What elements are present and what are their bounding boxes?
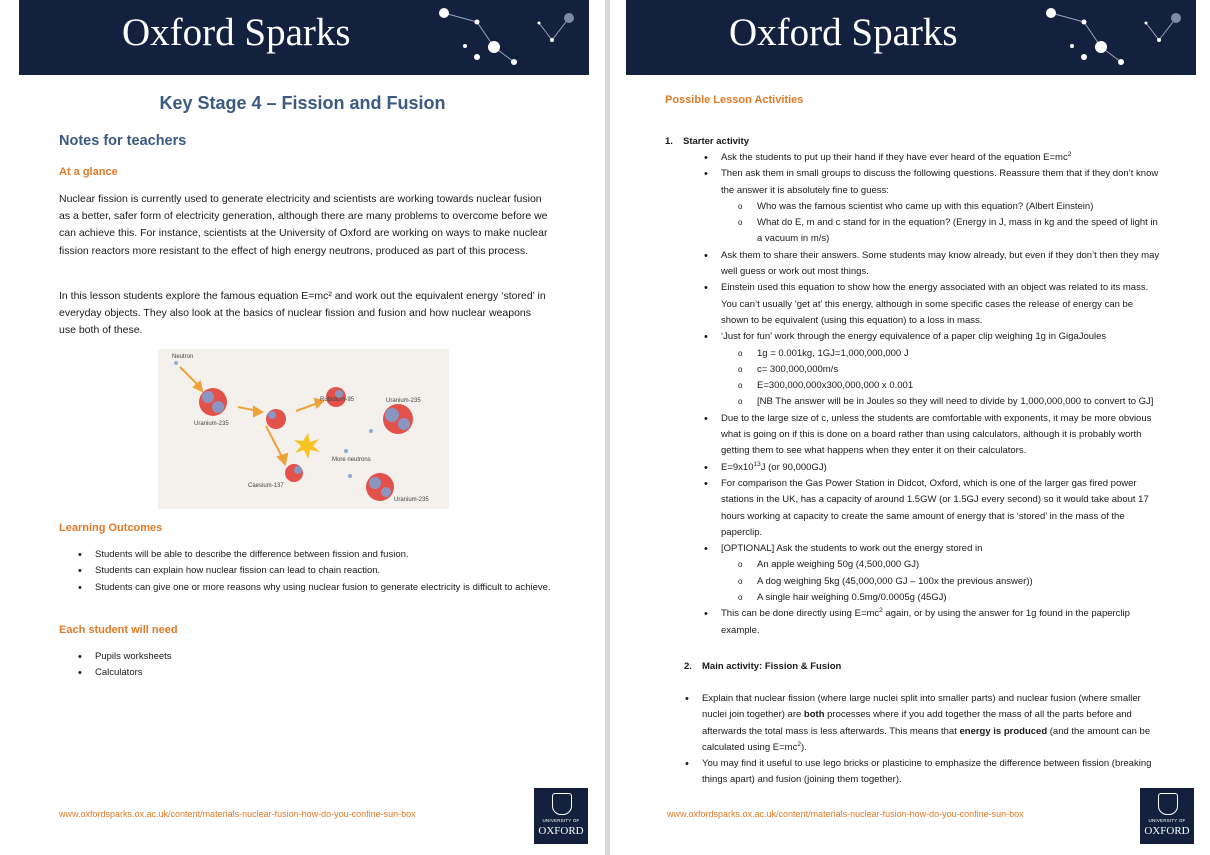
logo-oxford-text: OXFORD <box>538 825 584 837</box>
list-item: • $E=9x10^{13}J$ (or 90,000GJ) <box>721 460 1161 476</box>
list-item: • For comparison the Gas Power Station in Didcot, Oxford, which is one of the larger gas fired power stations in the UK, has a capacity of around 1.5GW (or 1.5GJ every second) so it would take about 17 hours working at capacity to create the same amount of energy that is ‘stored’ in the mass of the paperclip. <box>721 476 1161 541</box>
label-uranium-right: Uranium-235 <box>386 398 421 404</box>
list-item: • Due to the large size of c, unless the students are comfortable with exponents, it may be more obvious what is going on if this is done on a board rather than using calculators, although it is probably worth getting them to see what happens when they enter it on their calculators. <box>721 411 1161 460</box>
emphasis-text: energy is produced <box>959 725 1048 737</box>
sub-list-item: o An apple weighing 50g (4,500,000 GJ) <box>721 557 1161 573</box>
crest-icon <box>1158 793 1178 815</box>
list-item: • You may find it useful to use lego bricks or plasticine to emphasize the difference between fission (breaking things apart) and fusion (joining them together). <box>702 756 1162 789</box>
label-rubidium: Rubidium-95 <box>320 397 355 403</box>
at-a-glance-heading: At a glance <box>59 166 118 178</box>
list-item <box>721 166 1161 247</box>
constellation-icon <box>419 0 589 75</box>
list-item-text: (and the amount can be calculated using $E=mc^2$). <box>702 725 1151 753</box>
main-activity-number: 2. <box>684 661 692 672</box>
fission-diagram <box>158 349 449 509</box>
sub-list-item: o What do E, m and c stand for in the equation? (Energy in J, mass in kg and the speed of light in a vacuum in m/s) <box>721 215 1161 248</box>
fission-diagram-graphic <box>158 349 449 509</box>
sub-list-item: o E=300,000,000x300,000,000 x 0.001 <box>721 378 1161 394</box>
sub-list-item: o Who was the famous scientist who came up with this equation? (Albert Einstein) <box>721 199 1161 215</box>
label-neutron: Neutron <box>172 354 194 360</box>
list-item-text: processes where if you add together the mass of all the parts before and afterwards the total mass is less afterwards. This means that <box>702 709 1132 737</box>
list-item: • Pupils worksheets <box>95 649 395 665</box>
notes-heading: Notes for teachers <box>59 133 187 149</box>
header-banner <box>626 0 1196 75</box>
list-item <box>702 691 1162 756</box>
label-uranium-left: Uranium-235 <box>194 421 229 427</box>
student-need-heading: Each student will need <box>59 624 178 636</box>
footer-link[interactable]: www.oxfordsparks.ox.ac.uk/content/materials-nuclear-fusion-how-do-you-confine-sun-box <box>667 809 1024 819</box>
logo-university-text: UNIVERSITY OF <box>1148 818 1186 823</box>
label-more-neutrons: More neutrons <box>332 457 371 463</box>
learning-outcomes-list <box>95 547 555 596</box>
page-2 <box>610 0 1210 855</box>
list-item: • Ask the students to put up their hand if they have ever heard of the equation $E=mc^2$ <box>721 150 1161 166</box>
header-banner <box>19 0 589 75</box>
list-item-text: Then ask them in small groups to discuss the following questions. Reassure them that if they don’t know the answer it is absolutely fine to guess: <box>721 168 1159 196</box>
constellation-icon <box>1026 0 1196 75</box>
list-item: • Students will be able to describe the difference between fission and fusion. <box>95 547 555 563</box>
intro-paragraph: Nuclear fission is currently used to generate electricity and scientists are working towards nuclear fusion as a better, safer form of electricity generation, although there are many problems to overcome before we can achieve this. For instance, scientists at the University of Oxford are working on ways to make nuclear fission reactors more resistant to the effect of high energy neutrons, produced as part of this process. <box>59 193 548 257</box>
list-item: • Einstein used this equation to show how the energy associated with an object was related to its mass. You can’t usually ‘get at’ this energy, although in some specific cases the release of energy can be shown to be equivalent (using this equation) to a loss in mass. <box>721 280 1161 329</box>
list-item-text: [OPTIONAL] Ask the students to work out the energy stored in <box>721 543 983 555</box>
list-item: • Students can give one or more reasons why using nuclear fusion to generate electricity is difficult to achieve. <box>95 580 555 596</box>
starter-title: Starter activity <box>683 136 750 147</box>
footer-link[interactable]: www.oxfordsparks.ox.ac.uk/content/materials-nuclear-fusion-how-do-you-confine-sun-box <box>59 809 416 819</box>
list-item <box>721 329 1161 410</box>
page-title: Key Stage 4 – Fission and Fusion <box>159 93 446 113</box>
list-item-text: ‘Just for fun’ work through the energy equivalence of a paper clip weighing 1g in GigaJoules <box>721 331 1107 343</box>
oxford-logo <box>1140 788 1194 844</box>
list-item: • Calculators <box>95 665 395 681</box>
list-item: • This can be done directly using $E=mc^2$ again, or by using the answer for 1g found in the paperclip example. <box>721 606 1161 639</box>
crest-icon <box>552 793 572 815</box>
sub-list-item: o c= 300,000,000m/s <box>721 362 1161 378</box>
list-item: • Students can explain how nuclear fission can lead to chain reaction. <box>95 563 555 579</box>
sub-list-item: o A dog weighing 5kg (45,000,000 GJ – 100x the previous answer)) <box>721 574 1161 590</box>
list-item: • Ask them to share their answers. Some students may know already, but even if they don’t then they may well guess or work out most things. <box>721 248 1161 281</box>
brand-title: Oxford Sparks <box>729 11 958 54</box>
sub-list-item: o 1g = 0.001kg, 1GJ=1,000,000,000 J <box>721 346 1161 362</box>
label-caesium: Caesium-137 <box>248 483 284 489</box>
starter-number: 1. <box>665 136 673 147</box>
list-item <box>721 541 1161 606</box>
lesson-paragraph: In this lesson students explore the famous equation E=mc² and work out the equivalent energy ‘stored’ in everyday objects. They also look at the basics of nuclear fission and fusion and how nuclear weapons use both of these. <box>59 290 546 337</box>
brand-title: Oxford Sparks <box>122 11 351 54</box>
sub-list-item: o [NB The answer will be in Joules so they will need to divide by 1,000,000,000 to convert to GJ] <box>721 394 1161 410</box>
oxford-logo <box>534 788 588 844</box>
logo-oxford-text: OXFORD <box>1144 825 1190 837</box>
sub-list <box>721 557 1161 606</box>
list-item-text: Explain that nuclear fission (where large nuclei split into smaller parts) and nuclear fusion (where smaller nuclei join together) are <box>702 693 1141 721</box>
label-uranium-bottom: Uranium-235 <box>394 497 429 503</box>
lesson-activities-heading: Possible Lesson Activities <box>665 94 804 106</box>
student-need-list <box>95 649 395 682</box>
main-activity-title: Main activity: Fission & Fusion <box>702 661 842 672</box>
sub-list <box>721 199 1161 248</box>
learning-outcomes-heading: Learning Outcomes <box>59 522 163 534</box>
main-activity-list <box>702 691 1162 789</box>
sub-list <box>721 346 1161 411</box>
emphasis-text: both <box>803 709 825 721</box>
sub-list-item: o A single hair weighing 0.5mg/0.0005g (45GJ) <box>721 590 1161 606</box>
logo-university-text: UNIVERSITY OF <box>542 818 580 823</box>
starter-list <box>721 150 1161 639</box>
